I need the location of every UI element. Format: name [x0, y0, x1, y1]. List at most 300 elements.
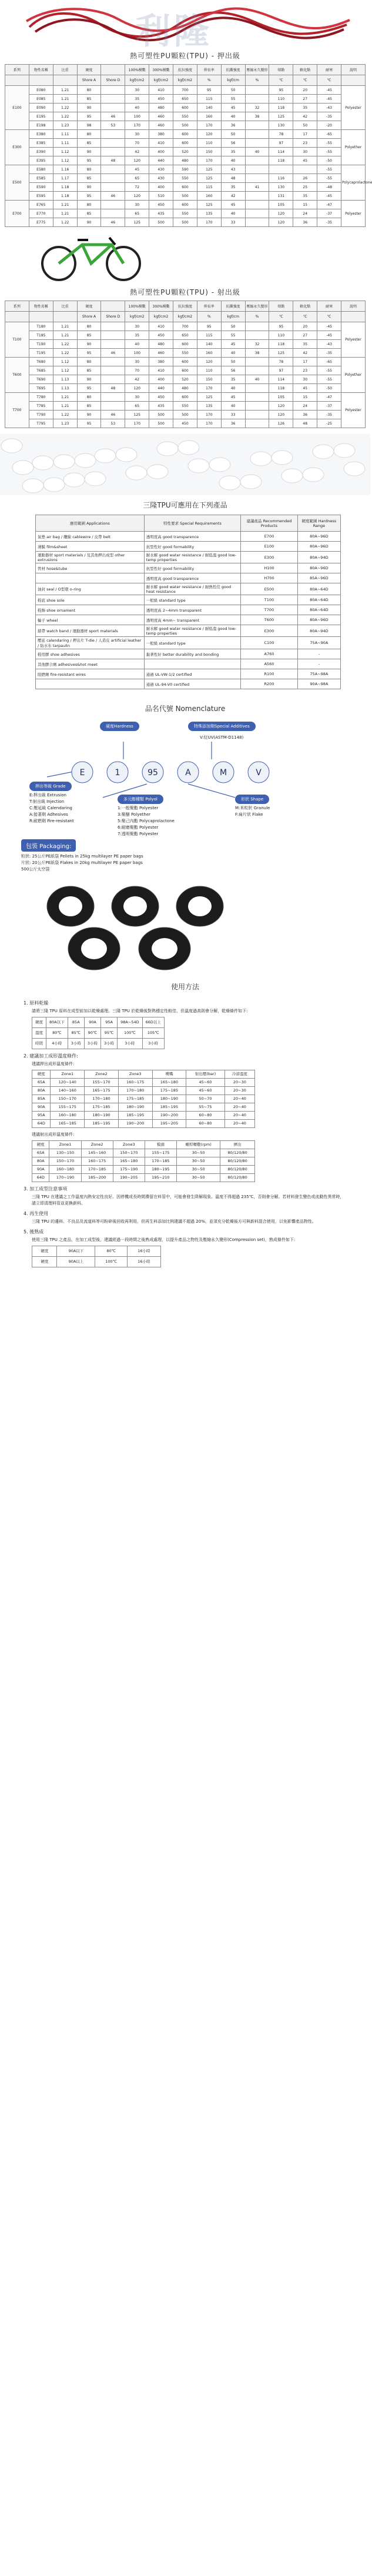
table-cell: 165~180 — [152, 1079, 186, 1087]
table-cell: 500 — [173, 411, 197, 419]
table-cell — [245, 156, 269, 165]
table-cell: 55 — [221, 95, 245, 104]
table-cell — [101, 322, 125, 331]
table-cell: 120 — [269, 411, 293, 419]
table-cell: 20~40 — [224, 1112, 254, 1120]
table-cell: -35 — [317, 349, 341, 358]
table-cell: 380 — [149, 358, 173, 366]
table-header-cell: 說明 — [341, 65, 366, 75]
table-row — [5, 419, 366, 428]
polyol-pill: 多元醇種類 Polyol — [118, 795, 163, 804]
table-cell: 油封 seal / O型環 o-ring — [36, 583, 145, 595]
grade-item: R:耐燃劑 Fire-resistant — [29, 819, 74, 823]
code-letter: M — [219, 768, 227, 778]
table-cell: 46 — [101, 349, 125, 358]
table-cell: 抗型性好 good formability — [144, 563, 240, 573]
table-cell: 硬度 — [32, 1246, 57, 1257]
table-cell: 3小時 — [118, 1039, 142, 1049]
table-cell: 500 — [149, 419, 173, 428]
table-cell: 125 — [125, 218, 149, 227]
table-cell: 80℃ — [46, 1028, 68, 1039]
pellet — [32, 456, 53, 470]
table-cell: 160~175 — [118, 1079, 152, 1087]
table-cell: 30 — [293, 148, 317, 156]
pellet — [147, 465, 168, 479]
table-cell: 80A~64D — [297, 595, 340, 605]
table-cell: 95 — [77, 156, 101, 165]
table-cell: 80A~96D — [297, 532, 340, 542]
table-cell: 100 — [125, 112, 149, 121]
bicycle-image — [0, 227, 370, 286]
table-row — [36, 649, 341, 659]
applications-title: 三隆TPU可應用在下列產品 — [143, 501, 227, 509]
table-cell: 75A~98A — [297, 669, 340, 679]
curing-title: 5. 後熟成 — [24, 1229, 44, 1234]
table-cell: 80A~96D — [297, 542, 340, 552]
table-cell: 170~190 — [49, 1174, 81, 1182]
table-cell: 410 — [149, 86, 173, 95]
table-cell: 95 — [77, 349, 101, 358]
note-cell: Polyester — [341, 393, 366, 428]
table-cell: -55 — [317, 139, 341, 148]
table-cell: 1.18 — [53, 183, 77, 192]
table-unit-cell — [341, 312, 366, 322]
table-cell: 400 — [149, 375, 173, 384]
table-cell: 600 — [173, 393, 197, 402]
table-header-cell: 說明 — [341, 301, 366, 312]
table-cell: E195 — [29, 112, 53, 121]
table-unit-cell: kgf/cm2 — [149, 312, 173, 322]
table-row — [32, 1079, 255, 1087]
table-cell: 20~40 — [224, 1103, 254, 1112]
polyol-item: 5:聚己內酯 Polycaprolactone — [118, 819, 175, 823]
table-row — [36, 669, 341, 679]
table-cell: C100 — [241, 637, 298, 649]
table-cell: 125 — [197, 393, 221, 402]
table-cell: 60~80 — [186, 1112, 225, 1120]
pellet — [240, 475, 262, 489]
table-cell: 650 — [173, 331, 197, 340]
table-cell — [245, 209, 269, 218]
table-row — [36, 542, 341, 552]
table-cell: 35 — [221, 148, 245, 156]
table-cell: 131 — [269, 192, 293, 201]
table-cell: E390 — [29, 148, 53, 156]
table-cell: 125 — [269, 112, 293, 121]
table-cell: 175~185 — [152, 1087, 186, 1095]
pellet — [95, 449, 116, 463]
table-cell: 40 — [221, 402, 245, 411]
table-cell: 85 — [77, 366, 101, 375]
table-row — [5, 156, 366, 165]
table-cell: 110 — [197, 139, 221, 148]
pellet — [313, 445, 334, 459]
table-cell: 116 — [269, 174, 293, 183]
table-cell: 35 — [221, 183, 245, 192]
table-cell: 40 — [245, 148, 269, 156]
table-cell: 3小時 — [101, 1039, 118, 1049]
pellet — [126, 466, 147, 480]
table-cell: E590 — [29, 183, 53, 192]
table-cell: 40 — [221, 209, 245, 218]
table-cell: 135 — [197, 402, 221, 411]
table-cell — [101, 139, 125, 148]
table-unit-cell: % — [245, 75, 269, 86]
table-cell: 430 — [149, 165, 173, 174]
table-cell: 700 — [173, 322, 197, 331]
table-cell: 500 — [149, 411, 173, 419]
table-cell — [101, 201, 125, 209]
pellet — [334, 443, 355, 458]
table-cell: -50 — [317, 384, 341, 393]
table-cell: 35 — [293, 192, 317, 201]
table-cell: 550 — [173, 402, 197, 411]
table-cell: - — [297, 659, 340, 669]
table-cell: 30 — [125, 201, 149, 209]
table-header-cell: 噴嘴 — [152, 1070, 186, 1079]
table-cell — [101, 86, 125, 95]
table-cell: 95A — [32, 1112, 51, 1120]
table-cell: E100 — [241, 542, 298, 552]
table-cell — [101, 95, 125, 104]
table-cell — [245, 95, 269, 104]
table-header-cell: 系列 — [5, 301, 29, 312]
series-cell: T600 — [5, 358, 29, 393]
pellet — [85, 472, 106, 486]
table-cell — [245, 366, 269, 375]
table-cell: 30 — [293, 375, 317, 384]
table-cell: -55 — [317, 366, 341, 375]
table-cell: 53 — [101, 121, 125, 130]
table-cell — [101, 183, 125, 192]
table-cell: 50~70 — [186, 1095, 225, 1103]
table-unit-cell: Shore A — [77, 312, 101, 322]
table-cell: 1.12 — [53, 358, 77, 366]
table-header-cell: 100%模數 — [125, 65, 149, 75]
table-cell: 95 — [269, 86, 293, 95]
table-header-cell: Zone1 — [51, 1070, 85, 1079]
table-cell: 1.18 — [53, 192, 77, 201]
table-cell: 97 — [269, 366, 293, 375]
table-cell: 黏著性好 better durability and bonding — [144, 649, 240, 659]
table-cell: 185~200 — [81, 1174, 113, 1182]
table-cell: 600 — [173, 340, 197, 349]
shape-list — [235, 805, 270, 818]
table-cell: 1.21 — [53, 402, 77, 411]
table-cell: 170 — [197, 384, 221, 393]
pellet — [281, 469, 303, 483]
table-cell: 150~170 — [49, 1157, 81, 1166]
table-cell: T195 — [29, 349, 53, 358]
table-cell: E300 — [241, 625, 298, 637]
table-header-cell: Zone2 — [81, 1141, 113, 1149]
table-cell: 64D — [32, 1120, 51, 1128]
table-cell: -37 — [317, 402, 341, 411]
table-cell: 30~50 — [176, 1166, 220, 1174]
table-header-cell: 66D以上 — [142, 1017, 164, 1028]
table-row — [5, 112, 366, 121]
grade-list — [29, 792, 74, 825]
table-cell: 170 — [197, 411, 221, 419]
table-cell: 45~60 — [186, 1087, 225, 1095]
table-unit-cell: ℃ — [293, 312, 317, 322]
table-cell: H700 — [241, 573, 298, 583]
table-cell: 42 — [293, 112, 317, 121]
table-cell: 錶帶 watch band / 運動器材 sport materials — [36, 625, 145, 637]
table-cell: 550 — [173, 174, 197, 183]
table-cell: 500 — [173, 121, 197, 130]
note-cell: Polyester — [341, 201, 366, 227]
table-cell: T190 — [29, 340, 53, 349]
table-cell: 一般級 standard type — [144, 637, 240, 649]
table-cell: 26 — [293, 174, 317, 183]
table-cell: 33 — [221, 218, 245, 227]
table-cell: 80A~94D — [297, 552, 340, 563]
table-cell: 1.12 — [53, 156, 77, 165]
table-row — [5, 86, 366, 95]
table-cell: 48 — [101, 384, 125, 393]
table-cell: R100 — [241, 669, 298, 679]
table-cell: 65A — [32, 1149, 49, 1157]
table-cell: -43 — [317, 104, 341, 112]
table-cell: 60~80 — [186, 1120, 225, 1128]
table-cell: -37 — [317, 209, 341, 218]
table-cell: 120 — [125, 192, 149, 201]
table-cell: 78 — [269, 358, 293, 366]
table-row — [5, 366, 366, 375]
table-cell: 耐水解 good water resistance / 耐熱性佳 good heat resistance — [144, 583, 240, 595]
table-unit-cell: % — [245, 312, 269, 322]
table-header-cell: 硬度 — [77, 65, 101, 75]
table-cell — [269, 165, 293, 174]
table-cell: -55 — [317, 165, 341, 174]
bicycle-icon — [0, 227, 370, 286]
table-cell: 120~140 — [51, 1079, 85, 1087]
table-cell: 95 — [197, 322, 221, 331]
table-cell: 400 — [149, 183, 173, 192]
table-cell: 輪子 wheel — [36, 615, 145, 625]
table-cell: 90 — [77, 411, 101, 419]
table-cell: 140 — [197, 340, 221, 349]
table-cell: 110 — [269, 95, 293, 104]
table-header-cell: 伸長率 — [197, 65, 221, 75]
table-cell: T600 — [241, 615, 298, 625]
table-cell: T790 — [29, 411, 53, 419]
table-cell: 100℃ — [95, 1257, 127, 1267]
table-cell: 175~185 — [118, 1095, 152, 1103]
table-cell: 45 — [221, 340, 245, 349]
packaging-block — [21, 839, 350, 873]
table-cell: 126 — [269, 419, 293, 428]
table-row — [5, 402, 366, 411]
o-rings-image — [0, 877, 370, 977]
table-cell: 118 — [269, 156, 293, 165]
table-cell: 600 — [173, 183, 197, 192]
table-cell: 95℃ — [101, 1028, 118, 1039]
table-cell: 1.21 — [53, 331, 77, 340]
table-cell: 30 — [125, 130, 149, 139]
table-unit-cell — [29, 312, 53, 322]
table-cell: 24 — [293, 209, 317, 218]
series-cell: T700 — [5, 393, 29, 428]
table-cell: 35 — [293, 104, 317, 112]
table-cell: 85 — [77, 174, 101, 183]
table-cell: 1.12 — [53, 366, 77, 375]
nomenclature-diagram — [0, 718, 370, 877]
table-cell: 1.22 — [53, 104, 77, 112]
table-unit-cell — [5, 75, 29, 86]
table-cell: 65A — [32, 1079, 51, 1087]
table-cell: 50 — [221, 86, 245, 95]
table-cell: 185~195 — [152, 1103, 186, 1112]
recycle-title: 4. 再生使用 — [24, 1211, 49, 1216]
table-cell: 20~40 — [224, 1120, 254, 1128]
pellet — [1, 439, 22, 453]
table-cell: 90A — [32, 1166, 49, 1174]
table-cell: 20~30 — [224, 1079, 254, 1087]
table-row — [5, 201, 366, 209]
table-row — [36, 615, 341, 625]
table-cell: E080 — [29, 86, 53, 95]
table-cell: 36 — [293, 411, 317, 419]
extrusion-temp-table — [32, 1070, 255, 1128]
table-cell: 23 — [293, 366, 317, 375]
dry-text: 請將三隆 TPU 原料在成型前加以乾燥處理。三隆 TPU 於乾燥後對熱穩定性較佳，但溫度過高則會分解，乾燥條件如下: — [32, 1009, 248, 1013]
pellet — [75, 453, 96, 468]
dry-title: 1. 原料乾燥 — [24, 1000, 49, 1006]
table-unit-cell: kgf/cm — [221, 312, 245, 322]
table-row — [5, 192, 366, 201]
table-cell: 190~205 — [113, 1174, 145, 1182]
table-cell: E198 — [29, 121, 53, 130]
o-ring-icon — [0, 877, 370, 977]
table-cell: 80A~96D — [297, 563, 340, 573]
extrusion-sub: 建議押出成形溫度條件: — [32, 1062, 75, 1066]
table-cell: 80A~96D — [297, 615, 340, 625]
extrusion-title: 熱可塑性PU顆粒(TPU) - 押出級 — [130, 52, 240, 60]
table-cell: 通過 UL-94-V0 certified — [144, 679, 240, 689]
dry-table — [32, 1017, 165, 1049]
table-cell: 80/120/80 — [220, 1149, 255, 1157]
table-cell: 170~185 — [145, 1157, 176, 1166]
table-cell: 硬度 — [32, 1257, 57, 1267]
recycle-text: 三隆 TPU 的邊料、不良品及流道料等可粉碎後回收再利用，但再生料添加比例建議不超過 20%，並須充分乾燥後方可與新料混合使用，以免影響產品物性。 — [32, 1219, 316, 1224]
table-cell: 435 — [149, 209, 173, 218]
table-cell: 80/120/80 — [220, 1157, 255, 1166]
table-cell: 435 — [149, 402, 173, 411]
table-cell: 130 — [269, 183, 293, 192]
table-cell: 46 — [101, 218, 125, 227]
table-row — [5, 121, 366, 130]
table-cell: 480 — [173, 384, 197, 393]
table-cell: - — [297, 649, 340, 659]
table-cell: 1.21 — [53, 393, 77, 402]
table-cell: 85 — [77, 95, 101, 104]
table-cell: 180~190 — [152, 1095, 186, 1103]
table-cell: 114 — [269, 148, 293, 156]
table-cell: 1.22 — [53, 349, 77, 358]
table-cell: 45 — [221, 104, 245, 112]
table-cell: 1.23 — [53, 121, 77, 130]
table-row — [5, 384, 366, 393]
table-cell: 175~185 — [85, 1103, 119, 1112]
table-cell: E300 — [241, 552, 298, 563]
table-cell: 時間 — [32, 1039, 46, 1049]
table-cell: 40 — [221, 112, 245, 121]
nomenclature-title: 品名代號 Nomenclature — [145, 705, 226, 713]
table-cell: -35 — [317, 218, 341, 227]
table-cell: 鞋飾 shoe ornament — [36, 605, 145, 615]
table-cell: -55 — [317, 174, 341, 183]
series-cell: T100 — [5, 322, 29, 358]
table-cell: 80℃ — [95, 1246, 127, 1257]
table-cell: 120 — [197, 358, 221, 366]
table-cell: 95 — [77, 419, 101, 428]
grade-item: E:押出級 Extrusion — [29, 793, 66, 798]
table-unit-cell: kgf/cm2 — [173, 75, 197, 86]
table-cell: 1.22 — [53, 340, 77, 349]
polyol-item: 1:一般聚酯 Polyester — [118, 806, 159, 810]
table-cell: 42 — [125, 375, 149, 384]
table-cell: 65 — [125, 174, 149, 183]
packaging-item: 500公斤太空袋 — [21, 867, 50, 872]
table-cell: 16小時 — [127, 1246, 160, 1257]
pellet — [209, 458, 230, 472]
table-cell: 56 — [221, 366, 245, 375]
table-cell: 114 — [269, 375, 293, 384]
table-cell — [36, 573, 145, 583]
pellet — [219, 476, 240, 490]
table-cell: 1.21 — [53, 95, 77, 104]
table-cell: 150~170 — [113, 1149, 145, 1157]
table-unit-cell: ℃ — [317, 312, 341, 322]
table-cell: E765 — [29, 201, 53, 209]
table-row — [32, 1039, 165, 1049]
table-cell — [245, 411, 269, 419]
table-header-cell: 物性名稱 — [29, 65, 53, 75]
table-cell: 520 — [173, 375, 197, 384]
table-row — [32, 1157, 255, 1166]
table-cell: 170 — [197, 121, 221, 130]
table-row — [5, 322, 366, 331]
table-row — [32, 1166, 255, 1174]
table-cell: 175~190 — [113, 1166, 145, 1174]
table-cell: E395 — [29, 156, 53, 165]
code-letter: 1 — [115, 768, 120, 778]
table-cell: 30~50 — [176, 1157, 220, 1166]
table-cell: 42 — [293, 349, 317, 358]
table-cell: 33 — [221, 411, 245, 419]
table-cell: 460 — [149, 121, 173, 130]
table-cell: 80 — [77, 358, 101, 366]
table-cell — [245, 121, 269, 130]
table-cell: 400 — [149, 148, 173, 156]
additive-note: V:紅UV(ASTM-D1148) — [200, 735, 244, 740]
table-header-cell — [101, 301, 125, 312]
usage-title: 使用方法 — [170, 983, 199, 991]
table-row — [36, 552, 341, 563]
polyol-item: 6:耐磨聚酯 Polyester — [118, 825, 159, 830]
table-cell: 170 — [125, 419, 149, 428]
table-cell: 40 — [221, 384, 245, 393]
table-row — [5, 139, 366, 148]
table-cell: 抗型性好 good formability — [144, 542, 240, 552]
table-cell: 耐水解 good water resistance / 耐低溫 good low-temp properties — [144, 625, 240, 637]
table-cell: 30~50 — [176, 1149, 220, 1157]
grade-item: A:接著劑 Adhesives — [29, 812, 68, 817]
table-cell: 80 — [77, 165, 101, 174]
table-cell: 100℃ — [118, 1028, 142, 1039]
